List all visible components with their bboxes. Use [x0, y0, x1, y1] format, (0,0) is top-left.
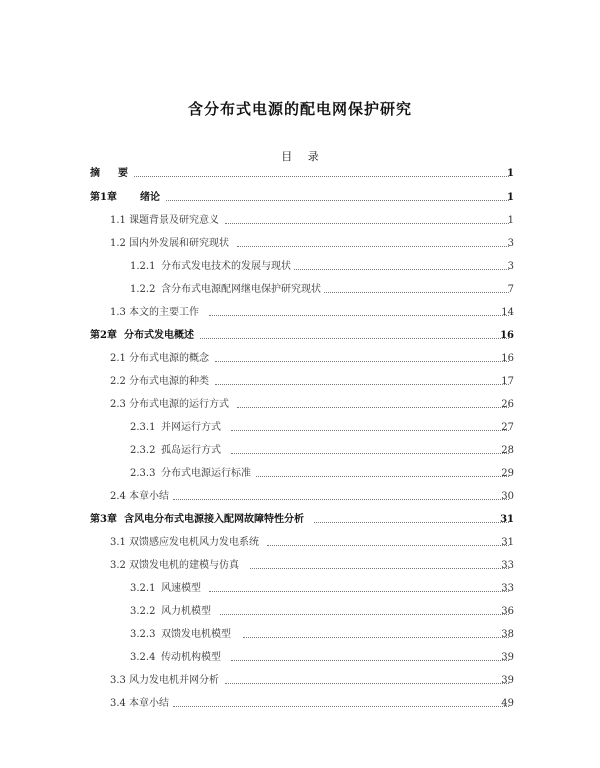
toc-label: 并网运行方式 [161, 422, 221, 433]
toc-entry-3-2-4[interactable] [0, 650, 600, 666]
toc-number: 3.1 [110, 537, 126, 548]
toc-entry-chapter-2[interactable] [0, 328, 600, 344]
toc-label: 分布式发电概述 [124, 330, 194, 341]
toc-leader-dots [231, 660, 509, 661]
toc-number: 1.2.2 [130, 284, 156, 295]
toc-entry-3-4[interactable] [0, 696, 600, 712]
toc-page-number: 30 [501, 491, 514, 502]
toc-number: 第3章 [90, 514, 117, 525]
toc-page-number: 3 [507, 261, 514, 272]
toc-number: 1.2 [110, 238, 126, 249]
toc-leader-dots [220, 614, 509, 615]
toc-entry-1-2-1[interactable] [0, 259, 600, 275]
toc-page-number: 17 [501, 376, 514, 387]
toc-number: 3.2.2 [130, 606, 156, 617]
toc-number: 2.3.3 [130, 468, 156, 479]
toc-leader-dots [231, 430, 509, 431]
toc-number: 2.2 [110, 376, 126, 387]
toc-number: 3.4 [110, 698, 126, 709]
toc-entry-2-4[interactable] [0, 489, 600, 505]
toc-leader-dots [256, 476, 509, 477]
toc-leader-dots [134, 176, 509, 177]
toc-page-number: 29 [501, 468, 514, 479]
toc-leader-dots [166, 200, 509, 201]
toc-entry-1-2-2[interactable] [0, 282, 600, 298]
toc-entry-chapter-3[interactable] [0, 512, 600, 528]
toc-entry-3-2[interactable] [0, 558, 600, 574]
toc-label: 分布式电源的运行方式 [129, 399, 229, 410]
toc-label: 双馈发电机的建模与仿真 [129, 560, 239, 571]
toc-label: 绪论 [140, 192, 160, 203]
toc-label: 分布式电源的概念 [129, 353, 209, 364]
toc-page-number: 1 [507, 215, 514, 226]
toc-entry-1-2[interactable] [0, 236, 600, 252]
toc-page-number: 16 [500, 330, 514, 341]
toc-label: 分布式电源的种类 [129, 376, 209, 387]
toc-number: 1.3 [110, 307, 126, 318]
toc-leader-dots [173, 499, 509, 500]
toc-entry-2-1[interactable] [0, 351, 600, 367]
toc-number: 1.2.1 [130, 261, 156, 272]
toc-number: 3.2.4 [130, 652, 156, 663]
toc-entry-3-2-2[interactable] [0, 604, 600, 620]
toc-label: 风力发电机并网分析 [129, 675, 219, 686]
toc-number: 1.1 [110, 215, 126, 226]
toc-page-number: 28 [501, 445, 514, 456]
toc-page-number: 39 [501, 675, 514, 686]
toc-label: 含风电分布式电源接入配网故障特性分析 [124, 514, 304, 525]
toc-label: 双馈感应发电机风力发电系统 [129, 537, 259, 548]
toc-label: 含分布式电源配网继电保护研究现状 [161, 284, 321, 295]
toc-number: 2.3.2 [130, 445, 156, 456]
toc-entry-3-1[interactable] [0, 535, 600, 551]
toc-label: 本章小结 [129, 698, 169, 709]
toc-leader-dots [243, 637, 509, 638]
toc-number: 2.3.1 [130, 422, 156, 433]
toc-page-number: 39 [501, 652, 514, 663]
toc-page-number: 14 [501, 307, 514, 318]
toc-leader-dots [225, 223, 509, 224]
toc-leader-dots [237, 407, 509, 408]
toc-entry-1-3[interactable] [0, 305, 600, 321]
toc-label: 分布式发电技术的发展与现状 [161, 261, 291, 272]
toc-label: 传动机构模型 [161, 652, 221, 663]
toc-number: 第2章 [90, 330, 117, 341]
toc-entry-abstract[interactable] [0, 166, 600, 182]
toc-entry-chapter-1[interactable] [0, 190, 600, 206]
toc-page-number: 36 [501, 606, 514, 617]
toc-label: 分布式电源运行标准 [161, 468, 251, 479]
toc-leader-dots [225, 683, 509, 684]
toc-entry-2-3-3[interactable] [0, 466, 600, 482]
toc-label: 本文的主要工作 [129, 307, 199, 318]
toc-leader-dots [173, 706, 509, 707]
toc-number: 3.2.3 [130, 629, 156, 640]
toc-page-number: 33 [501, 560, 514, 571]
toc-leader-dots [250, 568, 509, 569]
toc-heading: 目 录 [281, 150, 319, 163]
toc-page-number: 31 [500, 514, 514, 525]
toc-entry-2-2[interactable] [0, 374, 600, 390]
toc-entry-2-3-1[interactable] [0, 420, 600, 436]
toc-number: 3.3 [110, 675, 126, 686]
toc-page-number: 1 [507, 168, 514, 179]
toc-number: 2.1 [110, 353, 126, 364]
toc-label: 孤岛运行方式 [161, 445, 221, 456]
toc-page-number: 7 [507, 284, 514, 295]
toc-leader-dots [294, 269, 509, 270]
toc-leader-dots [215, 361, 509, 362]
toc-page-number: 27 [501, 422, 514, 433]
toc-label: 风速模型 [161, 583, 201, 594]
toc-page-number: 1 [507, 192, 514, 203]
toc-page-number: 38 [501, 629, 514, 640]
toc-label: 本章小结 [129, 491, 169, 502]
toc-leader-dots [209, 591, 509, 592]
toc-entry-2-3-2[interactable] [0, 443, 600, 459]
toc-page-number: 16 [501, 353, 514, 364]
toc-leader-dots [200, 338, 509, 339]
toc-number: 2.3 [110, 399, 126, 410]
toc-number: 第1章 [90, 192, 117, 203]
toc-leader-dots [237, 246, 509, 247]
toc-label: 课题背景及研究意义 [129, 215, 219, 226]
toc-page-number: 26 [501, 399, 514, 410]
toc-leader-dots [267, 545, 509, 546]
toc-number: 摘 [90, 168, 100, 179]
toc-number: 3.2 [110, 560, 126, 571]
toc-entry-3-2-3[interactable] [0, 627, 600, 643]
toc-label: 风力机模型 [161, 606, 211, 617]
toc-page-number: 31 [501, 537, 514, 548]
toc-number: 3.2.1 [130, 583, 156, 594]
toc-entry-3-3[interactable] [0, 673, 600, 689]
toc-leader-dots [215, 384, 509, 385]
toc-page-number: 33 [501, 583, 514, 594]
toc-number: 2.4 [110, 491, 126, 502]
toc-entry-1-1[interactable] [0, 213, 600, 229]
toc-leader-dots [231, 453, 509, 454]
toc-label: 要 [118, 168, 128, 179]
document-title: 含分布式电源的配电网保护研究 [187, 100, 412, 118]
toc-page-number: 49 [501, 698, 514, 709]
toc-label: 国内外发展和研究现状 [129, 238, 229, 249]
toc-entry-2-3[interactable] [0, 397, 600, 413]
toc-entry-3-2-1[interactable] [0, 581, 600, 597]
toc-leader-dots [314, 522, 509, 523]
toc-leader-dots [209, 315, 509, 316]
toc-leader-dots [324, 292, 509, 293]
toc-page-number: 3 [507, 238, 514, 249]
toc-label: 双馈发电机模型 [161, 629, 231, 640]
